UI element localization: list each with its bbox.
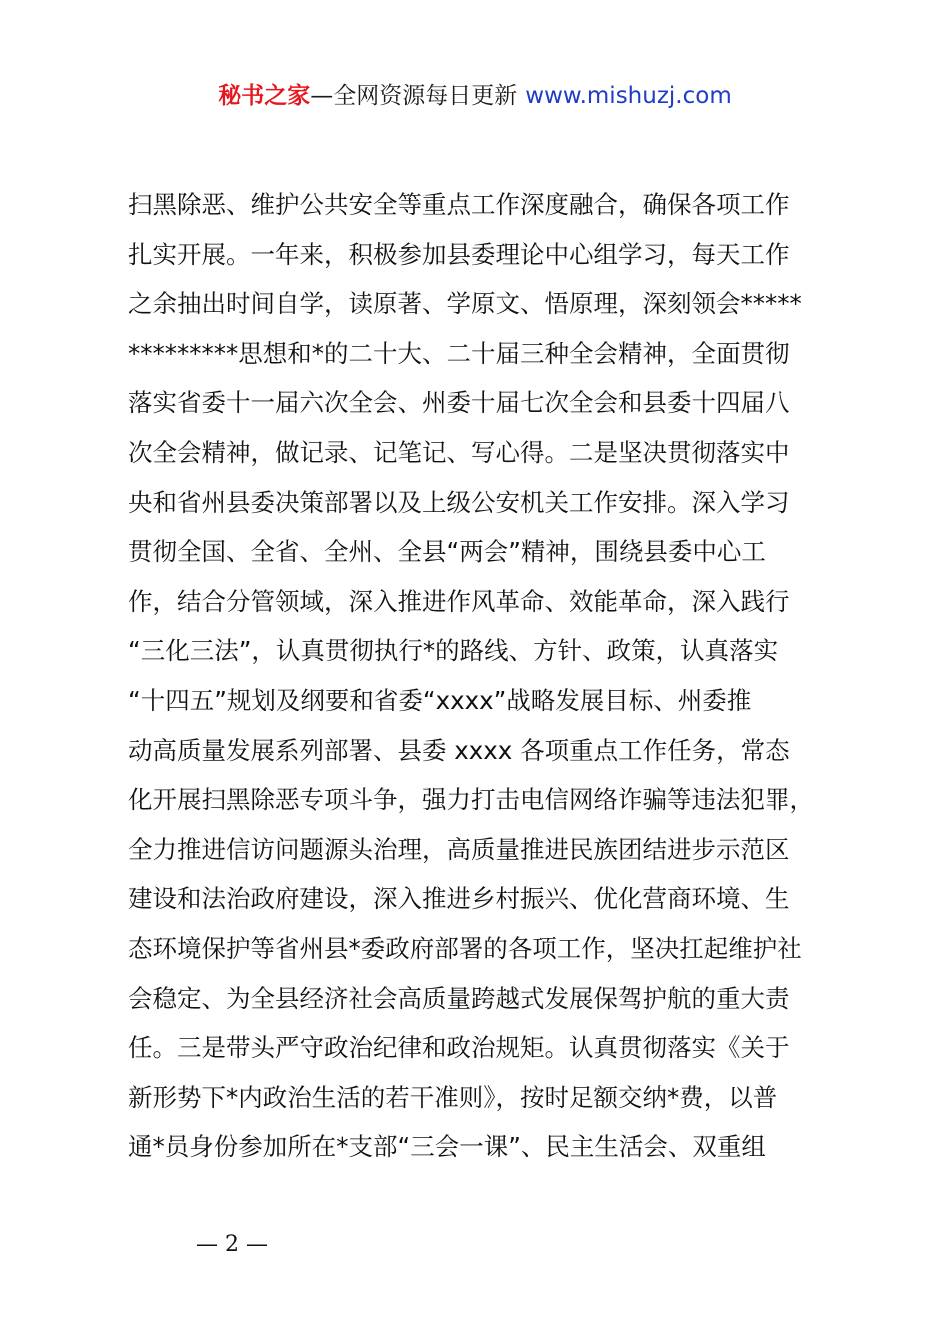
body-line: 央和省州县委决策部署以及上级公安机关工作安排。深入学习 [128,487,790,517]
body-line: 通*员身份参加所在*支部“三会一课”、民主生活会、双重组 [128,1132,766,1162]
body-line: 扫黑除恶、维护公共安全等重点工作深度融合，确保各项工作 [128,190,790,219]
body-line: 扎实开展。一年来，积极参加县委理论中心组学习，每天工作 [128,239,790,269]
body-line: 全力推进信访问题源头治理，高质量推进民族团结进步示范区 [128,834,790,864]
body-line: 次全会精神，做记录、记笔记、写心得。二是坚决贯彻落实中 [128,437,790,467]
site-url-link[interactable]: www.mishuzj.com [525,83,732,109]
header-tagline: —全网资源每日更新 [310,83,518,109]
body-line: 落实省委十一届六次全会、州委十届七次全会和县委十四届八 [128,388,790,418]
body-line: 动高质量发展系列部署、县委 xxxx 各项重点工作任务，常态 [128,735,790,765]
body-line: 建设和法治政府建设，深入推进乡村振兴、优化营商环境、生 [128,884,790,914]
page-number: — 2 — [196,1232,268,1257]
brand-name: 秘书之家 [218,83,311,109]
body-line: 作，结合分管领域，深入推进作风革命、效能革命，深入践行 [128,586,790,616]
body-line: “三化三法”，认真贯彻执行*的路线、方针、政策，认真落实 [128,636,779,666]
body-line: *********思想和*的二十大、二十届三种全会精神，全面贯彻 [128,338,790,368]
body-line: “十四五”规划及纲要和省委“xxxx”战略发展目标、州委推 [128,685,752,715]
site-header [0,80,950,112]
document-body [128,180,838,1172]
body-line: 任。三是带头严守政治纪律和政治规矩。认真贯彻落实《关于 [128,1033,790,1063]
body-line: 态环境保护等省州县*委政府部署的各项工作，坚决扛起维护社 [128,933,802,963]
body-line: 之余抽出时间自学，读原著、学原文、悟原理，深刻领会***** [128,289,802,319]
body-line: 会稳定、为全县经济社会高质量跨越式发展保驾护航的重大责 [128,983,790,1013]
body-line: 化开展扫黑除恶专项斗争，强力打击电信网络诈骗等违法犯罪， [128,785,814,815]
body-line: 新形势下*内政治生活的若干准则》，按时足额交纳*费，以普 [128,1082,778,1112]
body-line: 贯彻全国、全省、全州、全县“两会”精神，围绕县委中心工 [128,537,766,567]
